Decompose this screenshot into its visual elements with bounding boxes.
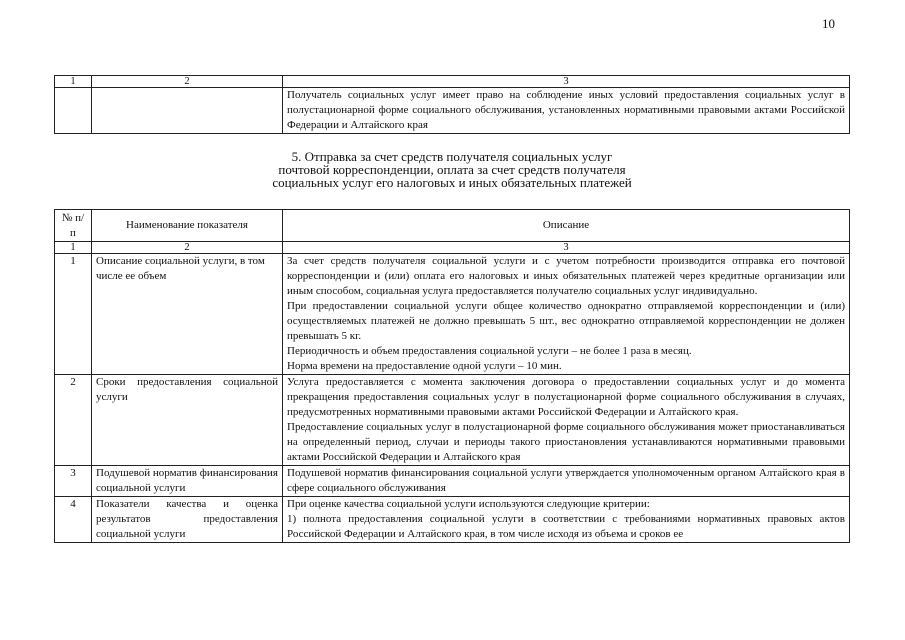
- table-row: [55, 375, 850, 466]
- indicator-name: Подушевой норматив финансирования социальной услуги: [92, 466, 283, 497]
- description-paragraph: Подушевой норматив финансирования социальной услуги утверждается уполномоченным органом Алтайского края в сфере социального обслуживания: [287, 467, 845, 494]
- header-description: Описание: [283, 210, 850, 242]
- description-paragraph: При предоставлении социальной услуги общее количество однократно отправляемой корреспонденции и (или) осуществляемых платежей не должно превышать 5 шт., вес однократно отправляемой корреспонденции не должен превышать 5 кг.: [287, 300, 845, 342]
- description-paragraph: Предоставление социальных услуг в полустационарной форме социального обслуживания может приостанавливаться на определенный период, случаи и периоды такого приостановления устанавливаются нормативными правовыми актами Российской Федерации и Алтайского края: [287, 421, 845, 463]
- section-title-line: социальных услуг его налоговых и иных обязательных платежей: [272, 175, 632, 190]
- column-number: 3: [283, 242, 850, 254]
- table-row: [55, 88, 850, 134]
- column-numbers-row: [55, 242, 850, 254]
- column-number: 2: [92, 242, 283, 254]
- header-row: [55, 210, 850, 242]
- header-name: Наименование показателя: [92, 210, 283, 242]
- row-number: 3: [55, 466, 92, 497]
- service-table: [54, 209, 850, 543]
- page-number: 10: [822, 16, 835, 31]
- section-title-line: 5. Отправка за счет средств получателя социальных услуг: [291, 149, 613, 164]
- section-title: [54, 150, 850, 189]
- column-number: 1: [55, 242, 92, 254]
- table-row: [55, 466, 850, 497]
- description-paragraph: Норма времени на предоставление одной услуги – 10 мин.: [287, 360, 562, 372]
- description-paragraph: Периодичность и объем предоставления социальной услуги – не более 1 раза в месяц.: [287, 345, 692, 357]
- indicator-description: [283, 254, 850, 375]
- description-paragraph: При оценке качества социальной услуги используются следующие критерии:: [287, 498, 650, 510]
- column-number: 3: [283, 76, 850, 88]
- header-number: № п/п: [55, 210, 92, 242]
- table-row: [55, 497, 850, 543]
- row-number: 4: [55, 497, 92, 543]
- description-paragraph: Услуга предоставляется с момента заключения договора о предоставлении социальных услуг и до момента прекращения предоставления социальных услуг в полустационарной форме социального обслуживания в случаях, предусмотренных нормативными правовыми актами Российской Федерации и Алтайского края.: [287, 376, 845, 418]
- column-number: 1: [55, 76, 92, 88]
- description-paragraph: 1) полнота предоставления социальной услуги в соответствии с требованиями нормативных правовых актов Российской Федерации и Алтайского края, в том числе исходя из объема и сроков ее: [287, 513, 845, 540]
- indicator-description: [283, 466, 850, 497]
- indicator-name: Описание социальной услуги, в том числе ее объем: [92, 254, 283, 375]
- indicator-name: Показатели качества и оценка результатов предоставления социальной услуги: [92, 497, 283, 543]
- description-paragraph: За счет средств получателя социальной услуги и с учетом потребности производится отправка его почтовой корреспонденции и (или) оплата его налоговых и иных обязательных платежей через кредитные организации или иным способом, социальная услуга предоставляется получателю социальных услуг индивидуально.: [287, 255, 845, 297]
- indicator-name: Сроки предоставления социальной услуги: [92, 375, 283, 466]
- indicator-description: [283, 497, 850, 543]
- number-cell: [55, 88, 92, 134]
- section-title-line: почтовой корреспонденции, оплата за счет средств получателя: [278, 162, 626, 177]
- column-number: 2: [92, 76, 283, 88]
- column-numbers-row: [55, 76, 850, 88]
- indicator-description: [283, 375, 850, 466]
- description-cell: Получатель социальных услуг имеет право на соблюдение иных условий предоставления социальных услуг в полустационарной форме социального обслуживания, установленных нормативными правовыми актами Российской Федерации и Алтайского края: [283, 88, 850, 134]
- row-number: 2: [55, 375, 92, 466]
- row-number: 1: [55, 254, 92, 375]
- table-row: [55, 254, 850, 375]
- continuation-table: [54, 75, 850, 134]
- name-cell: [92, 88, 283, 134]
